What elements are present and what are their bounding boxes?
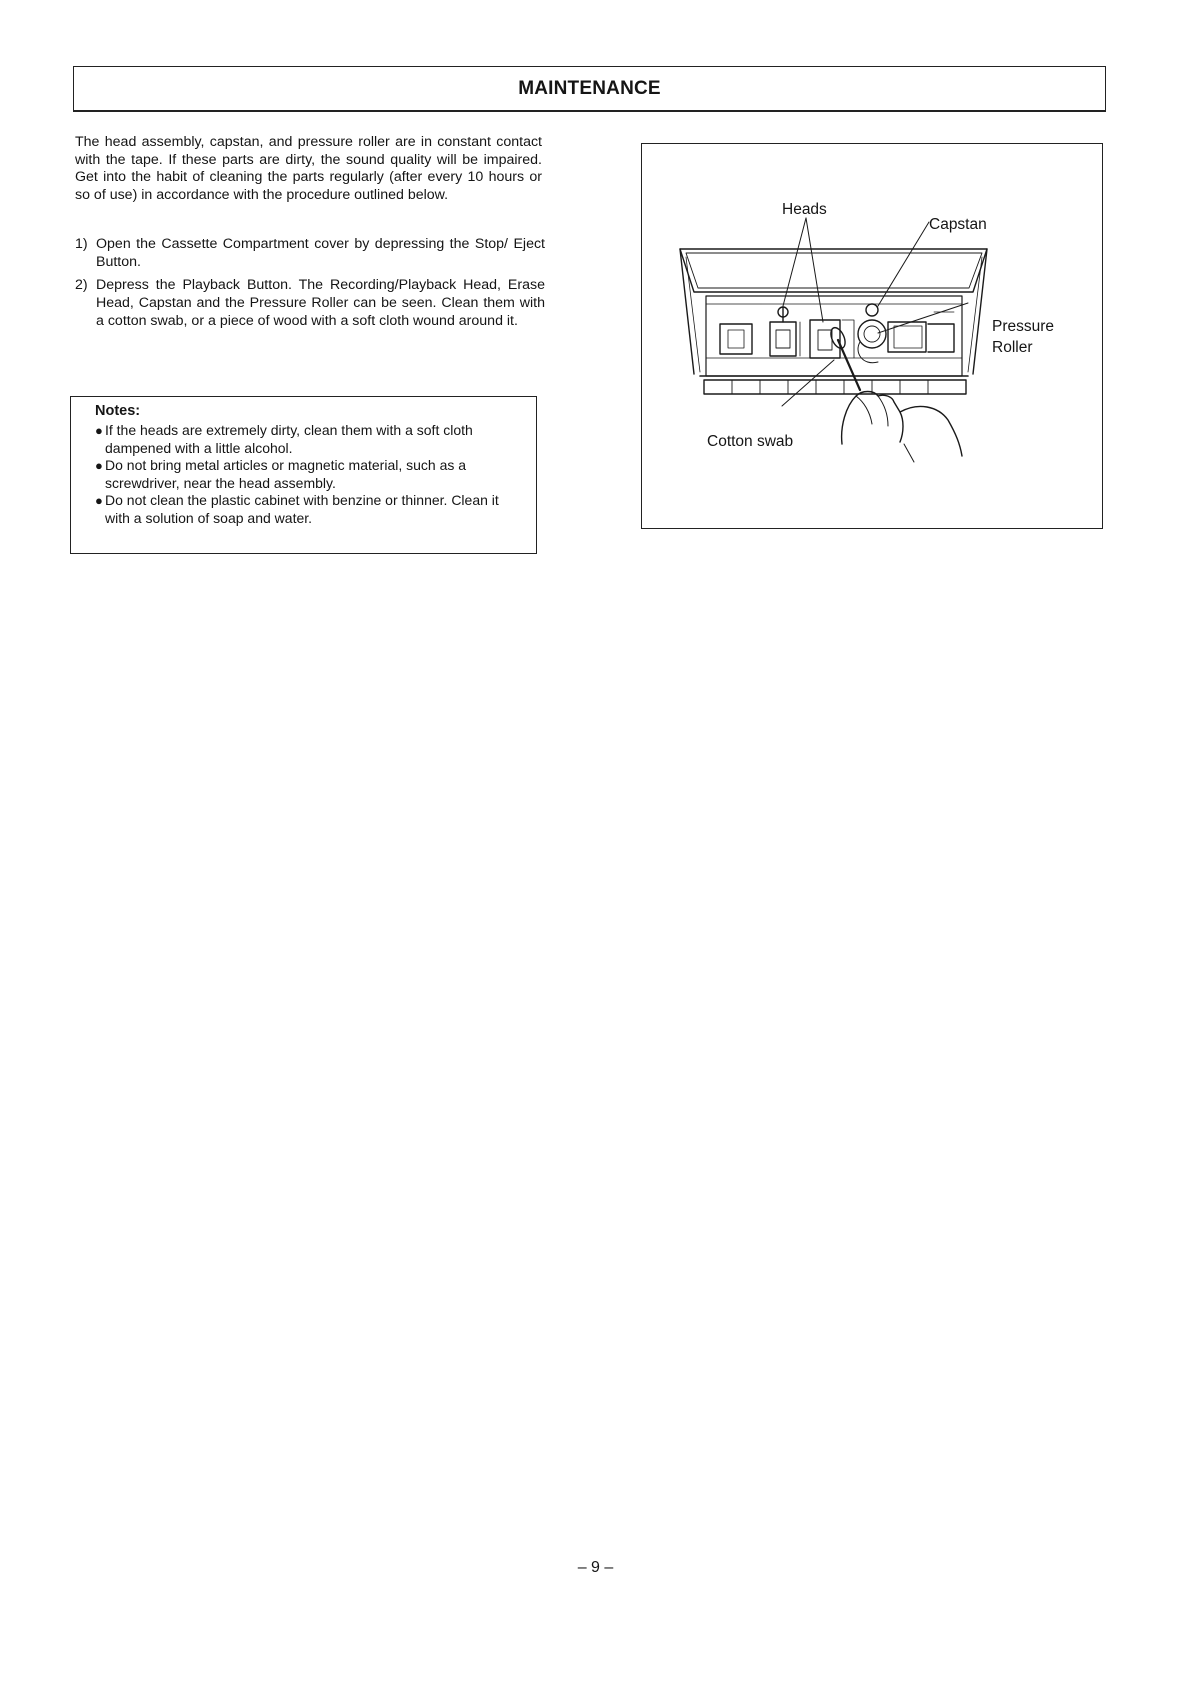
label-capstan: Capstan bbox=[929, 216, 987, 233]
note-item bbox=[95, 492, 515, 527]
section-title: MAINTENANCE bbox=[518, 78, 661, 99]
note-text: Do not clean the plastic cabinet with benzine or thinner. Clean it with a solution of soap and water. bbox=[105, 492, 499, 526]
step-item bbox=[75, 277, 545, 330]
notes-list bbox=[95, 422, 515, 528]
note-text: If the heads are extremely dirty, clean them with a soft cloth dampened with a little alcohol. bbox=[105, 422, 473, 456]
page-number: – 9 – bbox=[577, 1559, 614, 1576]
procedure-steps bbox=[75, 236, 545, 337]
section-header bbox=[73, 66, 1106, 112]
step-item bbox=[75, 236, 545, 271]
cleaning-diagram bbox=[641, 143, 1103, 529]
notes-box bbox=[70, 396, 537, 554]
label-roller: Roller bbox=[992, 339, 1033, 356]
step-text: Open the Cassette Compartment cover by depressing the Stop/ Eject Button. bbox=[96, 236, 545, 270]
notes-title: Notes: bbox=[95, 403, 141, 419]
intro-paragraph: The head assembly, capstan, and pressure roller are in constant contact with the tape. If these parts are dirty, the sound quality will be impaired. Get into the habit of cleaning the parts regularly (after every 10 hours or so of use) in accordance with the procedure outlined below. bbox=[75, 134, 542, 204]
bullet-icon: ● bbox=[95, 458, 103, 474]
label-heads: Heads bbox=[782, 201, 827, 218]
note-item bbox=[95, 422, 515, 457]
step-number: 2) bbox=[75, 277, 88, 294]
step-number: 1) bbox=[75, 236, 88, 252]
bullet-icon: ● bbox=[95, 423, 103, 438]
bullet-icon: ● bbox=[95, 493, 103, 509]
note-text: Do not bring metal articles or magnetic material, such as a screwdriver, near the head assembly. bbox=[105, 457, 467, 491]
note-item bbox=[95, 457, 515, 492]
step-text: Depress the Playback Button. The Recording/Playback Head, Erase Head, Capstan and the Pressure Roller can be seen. Clean them with a cotton swab, or a piece of wood with a soft cloth wound around it. bbox=[96, 277, 545, 329]
label-cotton-swab: Cotton swab bbox=[707, 433, 794, 450]
cassette-mechanism-illustration bbox=[642, 144, 1104, 530]
label-pressure: Pressure bbox=[992, 318, 1055, 335]
